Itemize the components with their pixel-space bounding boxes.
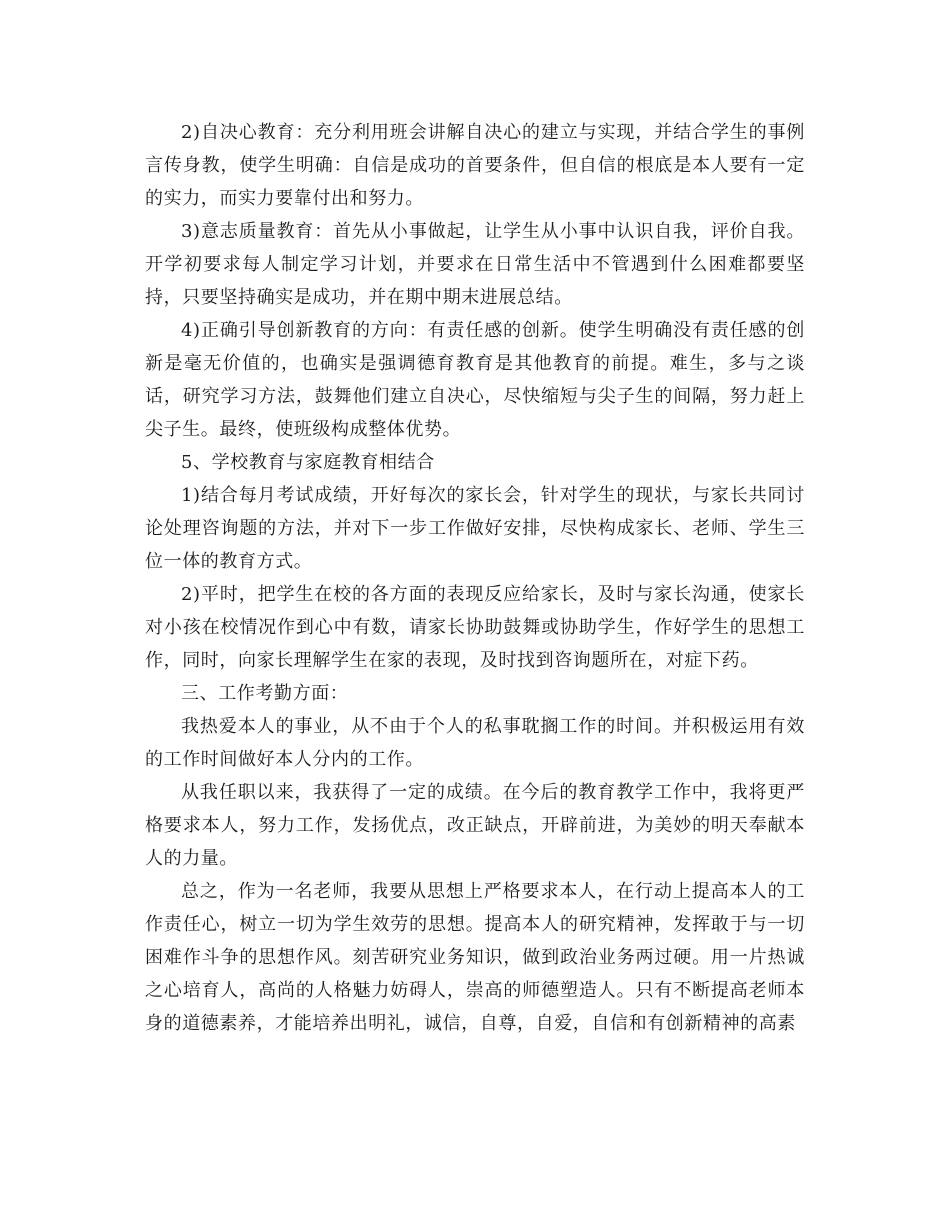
paragraph-achievements: 从我任职以来，我获得了一定的成绩。在今后的教育教学工作中，我将更严格要求本人，努力工作，发扬优点，改正缺点，开辟前进，为美妙的明天奉献本人的力量。 — [145, 782, 805, 869]
paragraph-willpower-education: 3)意志质量教育：首先从小事做起，让学生从小事中认识自我，评价自我。开学初要求每人制定学习计划，并要求在日常生活中不管遇到什么困难都要坚持，只要坚持确实是成功，并在期中期末进展总结。 — [145, 221, 805, 308]
paragraph-parent-communication: 2)平时，把学生在校的各方面的表现反应给家长，及时与家长沟通，使家长对小孩在校情况作到心中有数，请家长协助鼓舞或协助学生，作好学生的思想工作，同时，向家长理解学生在家的表现，及时找到咨询题所在，对症下药。 — [145, 584, 805, 671]
paragraph-conclusion: 总之，作为一名老师，我要从思想上严格要求本人，在行动上提高本人的工作责任心，树立一切为学生效劳的思想。提高本人的研究精神，发挥敢于与一切困难作斗争的思想作风。刻苦研究业务知识，做到政治业务两过硬。用一片热诚之心培育人，高尚的人格魅力妨碍人，崇高的师德塑造人。只有不断提高老师本身的道德素养，才能培养出明礼，诚信，自尊，自爱，自信和有创新精神的高素 — [145, 881, 805, 1034]
paragraph-parent-meetings: 1)结合每月考试成绩，开好每次的家长会，针对学生的现状，与家长共同讨论处理咨询题的方法，并对下一步工作做好安排，尽快构成家长、老师、学生三位一体的教育方式。 — [145, 485, 805, 572]
section-heading-school-family: 5、学校教育与家庭教育相结合 — [181, 452, 435, 473]
paragraph-innovation-education: 4)正确引导创新教育的方向：有责任感的创新。使学生明确没有责任感的创新是毫无价值的，也确实是强调德育教育是其他教育的前提。难生，多与之谈话，研究学习方法，鼓舞他们建立自决心，尽快缩短与尖子生的间隔，努力赶上尖子生。最终，使班级构成整体优势。 — [145, 320, 805, 440]
paragraph-self-confidence-education: 2)自决心教育：充分利用班会讲解自决心的建立与实现，并结合学生的事例言传身教，使学生明确：自信是成功的首要条件，但自信的根底是本人要有一定的实力，而实力要靠付出和努力。 — [145, 122, 805, 209]
section-heading-attendance: 三、工作考勤方面： — [181, 683, 349, 704]
document-body — [145, 116, 805, 1040]
paragraph-work-dedication: 我热爱本人的事业，从不由于个人的私事耽搁工作的时间。并积极运用有效的工作时间做好本人分内的工作。 — [145, 716, 805, 770]
